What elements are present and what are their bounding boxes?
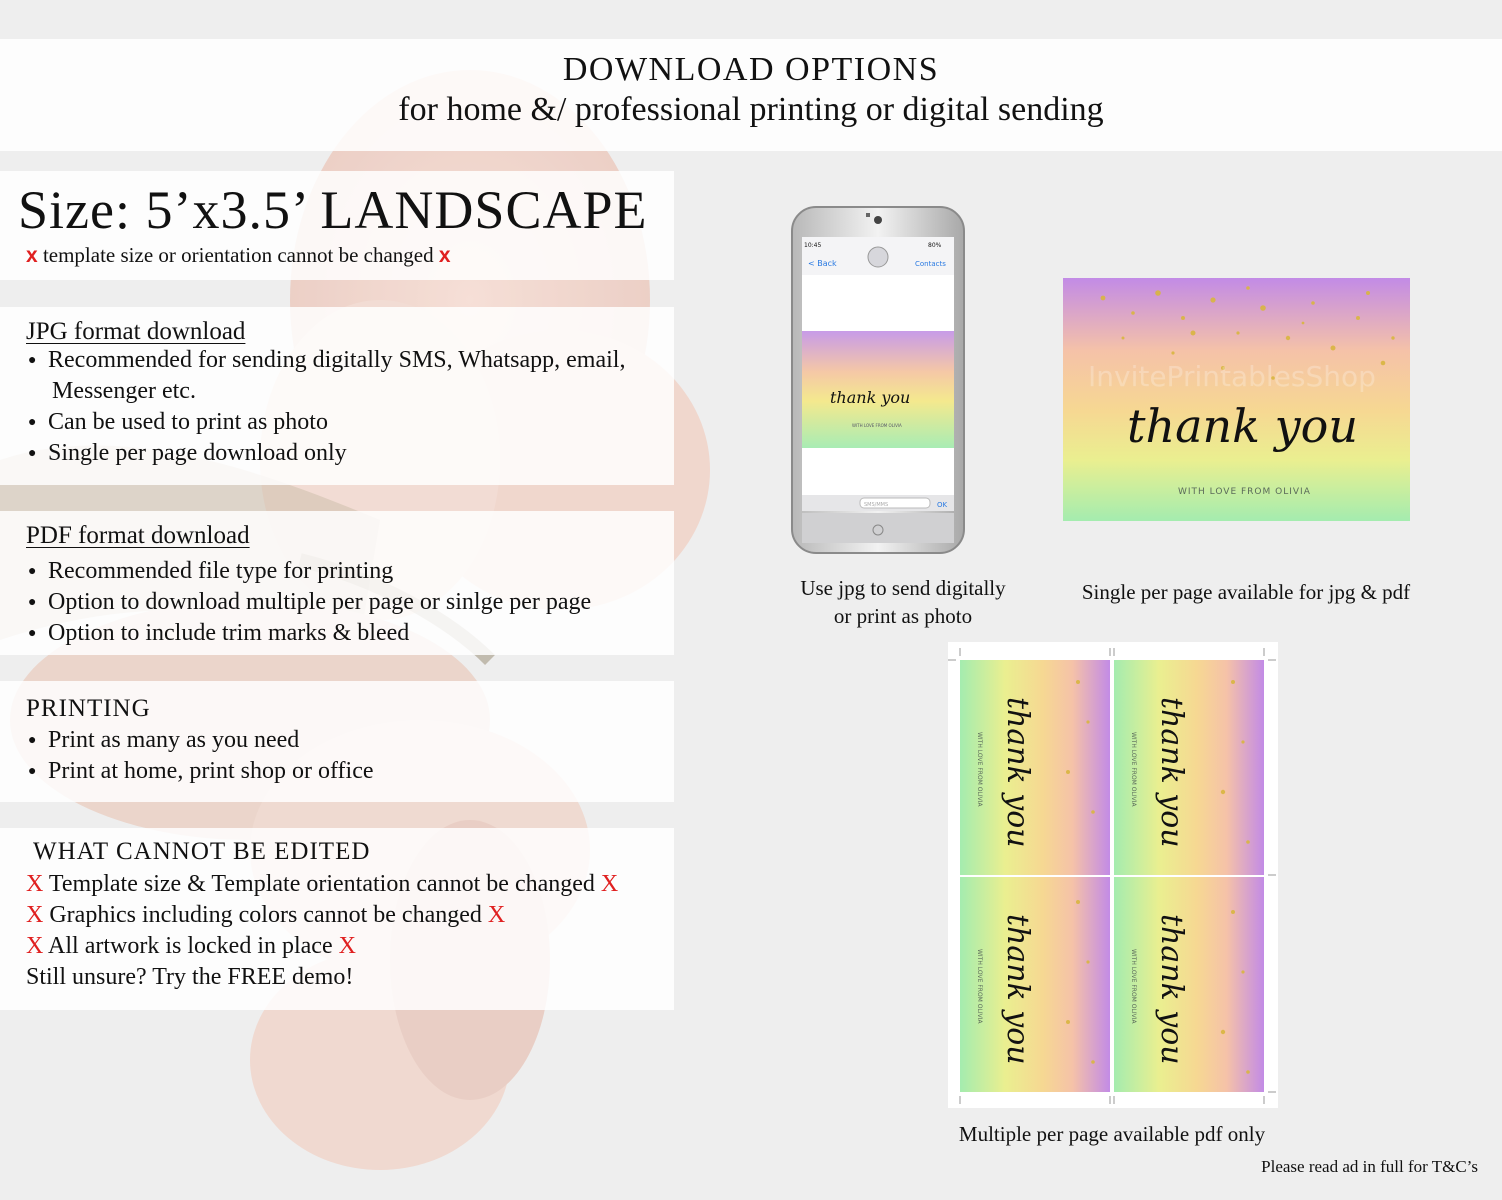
bullet-dot-icon: ● [28,595,37,610]
single-caption: Single per page available for jpg & pdf [1081,580,1411,604]
cannot-edit-item: X Graphics including colors cannot be changed X [26,902,506,928]
phone-battery: 80% [928,242,942,249]
pdf-bullet: ● Option to download multiple per page or sinlge per page [28,589,592,615]
phone-caption [760,574,1046,630]
card-watermark: InvitePrintablesShop [1088,360,1376,393]
pdf-bullet: ● Recommended file type for printing [28,558,394,584]
jpg-title: JPG format download [26,318,246,345]
size-title: Size: 5’x3.5’ LANDSCAPE [18,180,648,240]
bullet-dot-icon: ● [28,353,37,368]
card-sub: WITH LOVE FROM OLIVIA [1178,487,1311,497]
cannot-edit-title: WHAT CANNOT BE EDITED [33,838,371,865]
single-card-preview [1063,278,1410,521]
size-panel [0,171,674,280]
header-banner [0,39,1502,151]
cannot-edit-item: X All artwork is locked in place X [26,933,356,959]
printing-panel [0,681,674,802]
multiple-caption: Multiple per page available pdf only [958,1122,1266,1146]
jpg-bullet-continued: Messenger etc. [52,378,196,404]
x-mark-icon: X [26,902,44,928]
x-mark-icon: X [600,871,619,897]
cannot-edit-item: X Template size & Template orientation cannot be changed X [26,871,619,897]
card-script: thank you [1127,399,1358,453]
bullet-dot-icon: ● [28,415,37,430]
phone-back-link: < Back [808,259,837,268]
x-mark-icon: X [338,933,356,959]
jpg-panel [0,307,674,485]
sheet-card-sub: WITH LOVE FROM OLIVIA [1130,949,1137,1024]
bullet-dot-icon: ● [28,764,37,779]
sheet-card-sub: WITH LOVE FROM OLIVIA [1130,732,1137,807]
x-mark-icon: X [26,933,44,959]
sheet-card-script: thank you [1154,697,1189,848]
bullet-dot-icon: ● [28,626,37,641]
cannot-edit-panel [0,828,674,1010]
x-mark-icon: X [26,871,44,897]
jpg-bullet: ● Can be used to print as photo [28,409,328,435]
multiple-per-page-sheet [948,642,1278,1108]
pdf-bullet: ● Option to include trim marks & bleed [28,620,410,646]
header-subtitle: for home &/ professional printing or digital sending [398,91,1104,128]
bullet-dot-icon: ● [28,733,37,748]
demo-note: Still unsure? Try the FREE demo! [26,964,354,990]
phone-caption-line1: Use jpg to send digitally [800,576,1006,600]
pdf-panel [0,511,674,655]
footer-note: Please read ad in full for T&C’s [1261,1157,1478,1176]
phone-time: 10:45 [804,242,822,249]
bullet-dot-icon: ● [28,564,37,579]
pdf-title: PDF format download [26,522,250,549]
x-mark-icon: x [26,244,38,267]
printing-bullet: ● Print as many as you need [28,727,300,753]
header-title: DOWNLOAD OPTIONS [562,51,940,88]
x-mark-icon: X [487,902,506,928]
bullet-dot-icon: ● [28,446,37,461]
phone-caption-line2: or print as photo [833,604,973,628]
size-note-text: template size or orientation cannot be changed [42,243,434,267]
sheet-card-sub: WITH LOVE FROM OLIVIA [976,732,983,807]
jpg-bullet: ● Recommended for sending digitally SMS, Whatsapp, email, [28,347,626,373]
sheet-card-script: thank you [1000,697,1035,848]
printing-title: PRINTING [26,695,151,722]
phone-contacts-link: Contacts [915,260,946,268]
sheet-card-script: thank you [1000,914,1035,1065]
phone-card-sub: WITH LOVE FROM OLIVIA [852,423,902,428]
size-note [26,243,451,268]
jpg-bullet: ● Single per page download only [28,440,347,466]
x-mark-icon: x [438,244,451,267]
phone-ok-button: OK [937,501,948,509]
sheet-card-sub: WITH LOVE FROM OLIVIA [976,949,983,1024]
sheet-card-script: thank you [1154,914,1189,1065]
phone-mockup [790,205,966,555]
phone-message-input: SMS/MMS [864,502,889,508]
printing-bullet: ● Print at home, print shop or office [28,758,374,784]
phone-card-script: thank you [830,388,911,407]
